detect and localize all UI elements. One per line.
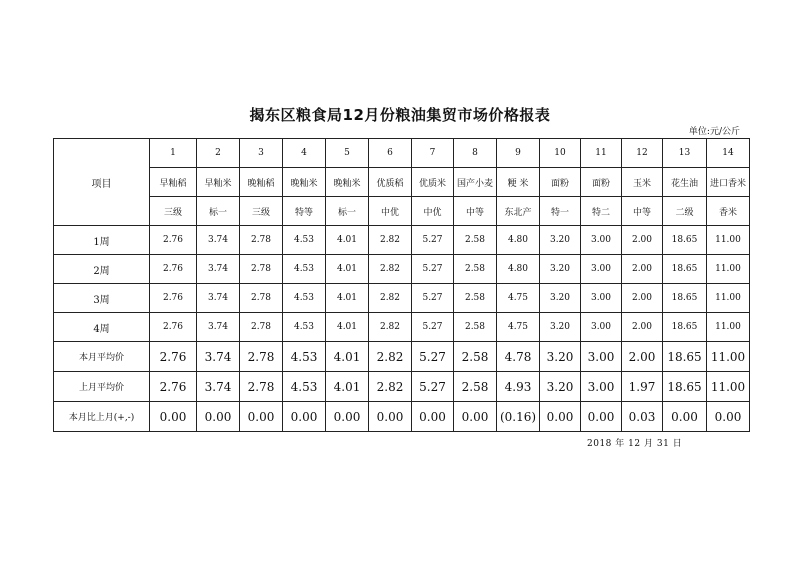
- column-grade: 中等: [622, 197, 663, 226]
- price-cell: 4.53: [283, 255, 326, 284]
- price-cell: 0.00: [540, 402, 581, 432]
- price-cell: 11.00: [707, 313, 750, 342]
- price-cell: 2.78: [240, 255, 283, 284]
- price-cell: 2.00: [622, 342, 663, 372]
- price-cell: 2.00: [622, 226, 663, 255]
- column-grade: 标一: [197, 197, 240, 226]
- price-cell: 4.80: [497, 226, 540, 255]
- price-cell: 3.00: [581, 313, 622, 342]
- price-cell: 11.00: [707, 226, 750, 255]
- column-grade: 特二: [581, 197, 622, 226]
- unit-label: 单位:元/公斤: [688, 127, 740, 137]
- price-cell: 2.78: [240, 342, 283, 372]
- price-cell: 2.78: [240, 226, 283, 255]
- price-cell: 2.58: [454, 313, 497, 342]
- header-row-names: [54, 168, 750, 197]
- column-name: 面粉: [581, 168, 622, 197]
- price-cell: 0.00: [197, 402, 240, 432]
- column-name: 花生油: [663, 168, 707, 197]
- column-name: 早籼米: [197, 168, 240, 197]
- column-number: 14: [707, 139, 750, 168]
- column-number: 3: [240, 139, 283, 168]
- column-number: 4: [283, 139, 326, 168]
- column-number: 6: [369, 139, 412, 168]
- table-row: [54, 342, 750, 372]
- column-grade: 中优: [412, 197, 454, 226]
- price-cell: 3.74: [197, 226, 240, 255]
- price-cell: 18.65: [663, 226, 707, 255]
- price-table: [53, 138, 750, 432]
- column-number: 2: [197, 139, 240, 168]
- price-cell: 4.01: [326, 342, 369, 372]
- price-cell: 2.00: [622, 313, 663, 342]
- price-cell: 2.76: [150, 226, 197, 255]
- column-grade: 中等: [454, 197, 497, 226]
- price-cell: 2.58: [454, 226, 497, 255]
- table-row: [54, 284, 750, 313]
- column-grade: 中优: [369, 197, 412, 226]
- price-cell: 4.75: [497, 313, 540, 342]
- price-cell: 4.80: [497, 255, 540, 284]
- price-cell: 3.00: [581, 226, 622, 255]
- price-cell: 5.27: [412, 226, 454, 255]
- column-number: 10: [540, 139, 581, 168]
- price-cell: 18.65: [663, 313, 707, 342]
- price-cell: 4.53: [283, 313, 326, 342]
- column-number: 5: [326, 139, 369, 168]
- column-grade: 特一: [540, 197, 581, 226]
- price-cell: 3.20: [540, 313, 581, 342]
- column-name: 晚籼米: [283, 168, 326, 197]
- price-cell: 3.74: [197, 342, 240, 372]
- price-cell: 3.74: [197, 255, 240, 284]
- column-grade: 香米: [707, 197, 750, 226]
- header-row-numbers: [54, 139, 750, 168]
- price-cell: 18.65: [663, 342, 707, 372]
- row-label: 本月比上月(+,-): [54, 402, 150, 432]
- price-cell: 2.76: [150, 255, 197, 284]
- price-cell: (0.16): [497, 402, 540, 432]
- price-cell: 11.00: [707, 342, 750, 372]
- column-grade: 特等: [283, 197, 326, 226]
- column-name: 早籼稻: [150, 168, 197, 197]
- price-cell: 2.78: [240, 372, 283, 402]
- column-number: 13: [663, 139, 707, 168]
- price-cell: 0.03: [622, 402, 663, 432]
- price-cell: 3.74: [197, 313, 240, 342]
- price-cell: 11.00: [707, 255, 750, 284]
- price-cell: 3.20: [540, 255, 581, 284]
- price-cell: 5.27: [412, 284, 454, 313]
- price-cell: 0.00: [283, 402, 326, 432]
- price-cell: 2.78: [240, 284, 283, 313]
- price-cell: 2.76: [150, 342, 197, 372]
- price-cell: 3.00: [581, 284, 622, 313]
- date-year-unit: 年: [615, 439, 625, 449]
- table-row: [54, 226, 750, 255]
- price-cell: 18.65: [663, 255, 707, 284]
- price-cell: 1.97: [622, 372, 663, 402]
- price-cell: 2.82: [369, 342, 412, 372]
- price-cell: 2.82: [369, 226, 412, 255]
- row-label: 2周: [54, 255, 150, 284]
- column-grade: 三级: [240, 197, 283, 226]
- price-cell: 3.20: [540, 284, 581, 313]
- price-cell: 4.01: [326, 226, 369, 255]
- price-cell: 2.78: [240, 313, 283, 342]
- corner-label: 项目: [54, 139, 150, 226]
- column-name: 面粉: [540, 168, 581, 197]
- price-cell: 5.27: [412, 372, 454, 402]
- row-label: 上月平均价: [54, 372, 150, 402]
- price-cell: 11.00: [707, 284, 750, 313]
- price-cell: 2.58: [454, 372, 497, 402]
- price-cell: 0.00: [663, 402, 707, 432]
- price-cell: 4.01: [326, 255, 369, 284]
- price-cell: 4.78: [497, 342, 540, 372]
- column-name: 粳 米: [497, 168, 540, 197]
- date-day-unit: 日: [672, 439, 683, 449]
- row-label: 1周: [54, 226, 150, 255]
- price-cell: 18.65: [663, 284, 707, 313]
- row-label: 本月平均价: [54, 342, 150, 372]
- table-row: [54, 255, 750, 284]
- price-cell: 2.82: [369, 313, 412, 342]
- column-number: 8: [454, 139, 497, 168]
- price-cell: 4.01: [326, 284, 369, 313]
- price-cell: 4.53: [283, 342, 326, 372]
- price-cell: 0.00: [369, 402, 412, 432]
- price-cell: 4.93: [497, 372, 540, 402]
- report-date: [587, 436, 682, 449]
- price-cell: 2.76: [150, 284, 197, 313]
- column-grade: 二级: [663, 197, 707, 226]
- price-cell: 3.20: [540, 226, 581, 255]
- price-cell: 0.00: [412, 402, 454, 432]
- price-cell: 5.27: [412, 313, 454, 342]
- date-day: 31: [656, 439, 670, 449]
- row-label: 3周: [54, 284, 150, 313]
- price-cell: 4.01: [326, 313, 369, 342]
- price-cell: 5.27: [412, 255, 454, 284]
- price-cell: 0.00: [240, 402, 283, 432]
- price-cell: 4.53: [283, 372, 326, 402]
- date-month-unit: 月: [644, 439, 654, 449]
- price-cell: 2.00: [622, 255, 663, 284]
- price-cell: 2.00: [622, 284, 663, 313]
- price-cell: 4.75: [497, 284, 540, 313]
- column-name: 国产小麦: [454, 168, 497, 197]
- price-cell: 2.76: [150, 313, 197, 342]
- column-name: 晚籼稻: [240, 168, 283, 197]
- price-cell: 2.82: [369, 372, 412, 402]
- table-row: [54, 313, 750, 342]
- column-name: 优质米: [412, 168, 454, 197]
- column-grade: 标一: [326, 197, 369, 226]
- column-number: 9: [497, 139, 540, 168]
- price-cell: 3.00: [581, 255, 622, 284]
- column-number: 11: [581, 139, 622, 168]
- table-row: [54, 402, 750, 432]
- price-cell: 3.74: [197, 372, 240, 402]
- price-cell: 3.00: [581, 342, 622, 372]
- price-cell: 0.00: [150, 402, 197, 432]
- column-grade: 东北产: [497, 197, 540, 226]
- column-name: 晚籼米: [326, 168, 369, 197]
- price-cell: 0.00: [454, 402, 497, 432]
- price-cell: 4.53: [283, 226, 326, 255]
- column-name: 优质稻: [369, 168, 412, 197]
- price-cell: 4.01: [326, 372, 369, 402]
- price-cell: 2.82: [369, 284, 412, 313]
- price-cell: 11.00: [707, 372, 750, 402]
- price-cell: 2.58: [454, 342, 497, 372]
- row-label: 4周: [54, 313, 150, 342]
- column-number: 7: [412, 139, 454, 168]
- column-name: 玉米: [622, 168, 663, 197]
- date-year: 2018: [587, 439, 612, 449]
- price-cell: 3.00: [581, 372, 622, 402]
- column-name: 进口香米: [707, 168, 750, 197]
- header-row-grades: [54, 197, 750, 226]
- price-cell: 2.58: [454, 284, 497, 313]
- price-cell: 0.00: [581, 402, 622, 432]
- price-cell: 5.27: [412, 342, 454, 372]
- price-cell: 2.82: [369, 255, 412, 284]
- price-cell: 4.53: [283, 284, 326, 313]
- column-number: 1: [150, 139, 197, 168]
- price-cell: 3.20: [540, 372, 581, 402]
- price-cell: 2.58: [454, 255, 497, 284]
- table-row: [54, 372, 750, 402]
- price-cell: 0.00: [707, 402, 750, 432]
- price-cell: 0.00: [326, 402, 369, 432]
- price-cell: 18.65: [663, 372, 707, 402]
- report-title: 揭东区粮食局12月份粮油集贸市场价格报表: [249, 106, 551, 124]
- column-grade: 三级: [150, 197, 197, 226]
- column-number: 12: [622, 139, 663, 168]
- price-cell: 3.74: [197, 284, 240, 313]
- price-cell: 2.76: [150, 372, 197, 402]
- date-month: 12: [628, 439, 641, 449]
- price-cell: 3.20: [540, 342, 581, 372]
